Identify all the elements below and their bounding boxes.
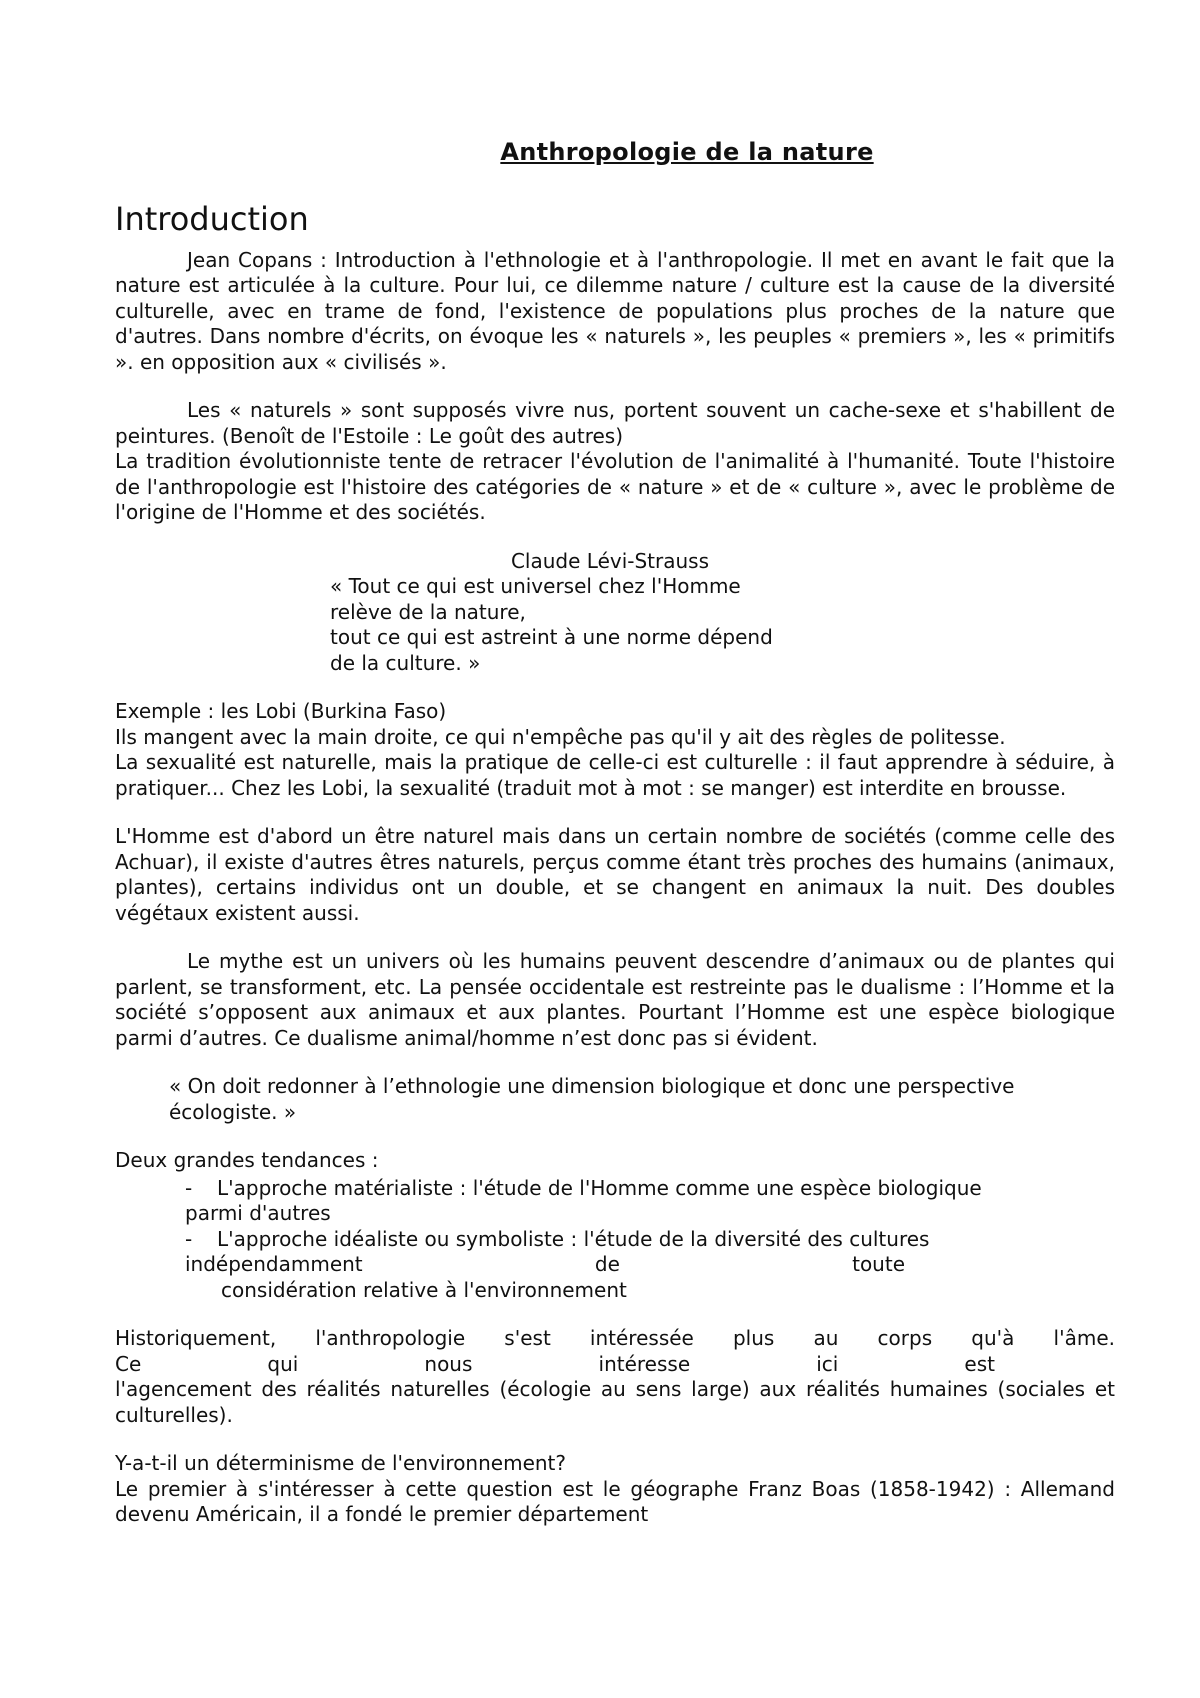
quote-line: relève de la nature, — [330, 599, 526, 624]
list-item-text: parmi d'autres — [185, 1201, 331, 1225]
list-item-text: considération relative à l'environnement — [221, 1277, 627, 1302]
paragraph-historique-line: Ce qui nous intéresse ici est — [115, 1351, 995, 1376]
paragraph-achuar: L'Homme est d'abord un être naturel mais dans un certain nombre de sociétés (comme celle des Achuar), il existe d'autres êtres naturels, perçus comme étant très proches des humains (animaux, plantes), certains individus ont un double, et se changent en animaux la nuit. Des doubles végétaux existent aussi. — [115, 824, 1115, 925]
document-body — [115, 132, 1115, 1528]
paragraph-boas: Le premier à s'intéresser à cette question est le géographe Franz Boas (1858-1942) : Allemand devenu Américain, il a fondé le premier département — [115, 1476, 1115, 1526]
example-title: Exemple : les Lobi (Burkina Faso) — [115, 699, 447, 723]
list-item — [185, 1176, 1115, 1227]
list-item-text: indépendamment de toute — [185, 1252, 905, 1276]
quote-line: tout ce qui est astreint à une norme dépend — [330, 625, 773, 649]
paragraph-naturels: Les « naturels » sont supposés vivre nus, portent souvent un cache-sexe et s'habillent de peintures. (Benoît de l'Estoile : Le goût des autres) — [115, 398, 1115, 448]
paragraph-mythe: Le mythe est un univers où les humains peuvent descendre d’animaux ou de plantes qui parlent, se transforment, etc. La pensée occidentale est restreinte pas le dualisme : l’Homme et la société s’opposent aux animaux et aux plantes. Pourtant l’Homme est une espèce biologique parmi d’autres. Ce dualisme animal/homme n’est donc pas si évident. — [115, 949, 1115, 1050]
document-title: Anthropologie de la nature — [500, 138, 874, 166]
levi-strauss-quote — [330, 549, 890, 677]
list-item-text: L'approche matérialiste : l'étude de l'Homme comme une espèce biologique — [217, 1175, 982, 1200]
paragraph-historique: l'agencement des réalités naturelles (écologie au sens large) aux réalités humaines (sociales et culturelles). — [115, 1377, 1115, 1427]
determinisme-title: Y-a-t-il un déterminisme de l'environnement? — [115, 1451, 567, 1475]
list-item — [185, 1227, 1115, 1304]
paragraph-historique-line: Historiquement, l'anthropologie s'est intéressée plus au corps qu'à l'âme. — [115, 1326, 1115, 1350]
quote-line: de la culture. » — [330, 650, 481, 675]
tendances-list — [185, 1176, 1115, 1304]
example-line: Ils mangent avec la main droite, ce qui n'empêche pas qu'il y ait des règles de politesse. — [115, 724, 1006, 749]
example-paragraph: La sexualité est naturelle, mais la pratique de celle-ci est culturelle : il faut apprendre à séduire, à pratiquer... Chez les Lobi, la sexualité (traduit mot à mot : se manger) est interdite en brousse. — [115, 750, 1115, 800]
list-item-text: L'approche idéaliste ou symboliste : l'étude de la diversité des cultures — [217, 1226, 930, 1251]
ethnology-quote: « On doit redonner à l’ethnologie une dimension biologique et donc une perspective écologiste. » — [169, 1074, 1015, 1124]
quote-author: Claude Lévi-Strauss — [510, 548, 710, 573]
list-dash: - — [185, 1226, 193, 1251]
quote-line: « Tout ce qui est universel chez l'Homme — [330, 574, 741, 598]
paragraph-copans: Jean Copans : Introduction à l'ethnologie et à l'anthropologie. Il met en avant le fait que la nature est articulée à la culture. Pour lui, ce dilemme nature / culture est la cause de la diversité culturelle, avec en trame de fond, l'existence de populations plus proches de la nature que d'autres. Dans nombre d'écrits, on évoque les « naturels », les peuples « premiers », les « primitifs ». en opposition aux « civilisés ». — [115, 247, 1115, 374]
paragraph-evolutionniste: La tradition évolutionniste tente de retracer l'évolution de l'animalité à l'humanité. Toute l'histoire de l'anthropologie est l'histoire des catégories de « nature » et de « culture », avec le problème de l'origine de l'Homme et des sociétés. — [115, 449, 1115, 524]
tendances-title: Deux grandes tendances : — [115, 1148, 379, 1172]
list-dash: - — [185, 1175, 193, 1200]
section-heading: Introduction — [115, 199, 309, 238]
